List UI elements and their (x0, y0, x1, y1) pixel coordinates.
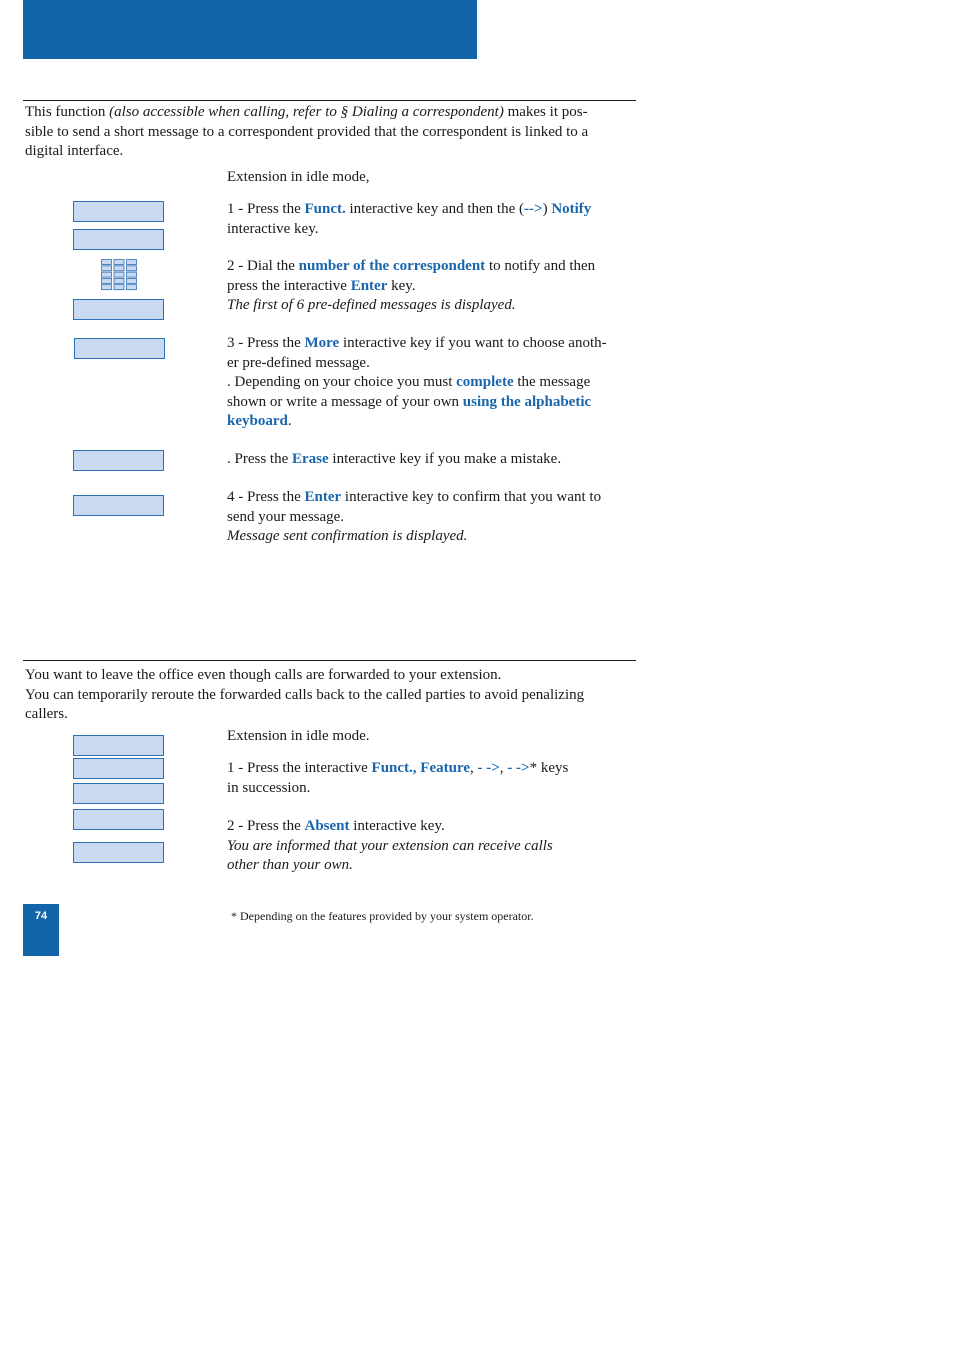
header-band (23, 0, 477, 59)
step2-text: 2 - Dial the number of the correspondent to notify and then press the interactive Enter key. The first of 6 pre-defined messages is displayed. (227, 258, 596, 313)
step1-text: 1 - Press the interactive Funct., Feature, - ->, - ->* keys in succession. (227, 760, 569, 796)
notify-key[interactable] (73, 229, 164, 250)
funct-key[interactable] (73, 201, 164, 222)
feature-key[interactable] (73, 758, 164, 779)
step2-text: 2 - Press the Absent interactive key. You are informed that your extension can receive calls other than your own. (227, 818, 553, 873)
next-arrow-key[interactable] (73, 783, 164, 804)
footnote: * Depending on the features provided by your system operator. (231, 909, 534, 923)
keypad-icon[interactable] (101, 259, 138, 291)
idle-mode-text: Extension in idle mode. (227, 728, 370, 744)
funct-key[interactable] (73, 735, 164, 756)
next-arrow-key[interactable] (73, 809, 164, 830)
absent-key[interactable] (73, 842, 164, 863)
section-divider (23, 660, 636, 661)
section-divider (23, 100, 636, 101)
idle-mode-text: Extension in idle mode, (227, 169, 370, 185)
step4-text: 4 - Press the Enter interactive key to confirm that you want to send your message. Message sent confirmation is displayed. (227, 489, 602, 544)
more-key[interactable] (74, 338, 165, 359)
step3-text: 3 - Press the More interactive key if you want to choose anoth- er pre-defined message. . Depending on your choice you must complete the message shown or write a message of your own using the alphabetic keyboard. (227, 335, 607, 429)
section2-intro: You want to leave the office even though calls are forwarded to your extension. You can temporarily reroute the forwarded calls back to the called parties to avoid penalizing callers. (25, 667, 585, 722)
page-number-tab (23, 904, 59, 956)
enter-confirm-key[interactable] (73, 495, 164, 516)
page-number: 74 (34, 910, 48, 922)
section1-intro: This function (also accessible when calling, refer to § Dialing a correspondent) makes it pos- sible to send a short message to a correspondent provided that the correspondent is linked to a digital interface. (25, 104, 589, 159)
step1-text: 1 - Press the Funct. interactive key and then the (-->) Notify interactive key. (227, 201, 592, 237)
erase-text: . Press the Erase interactive key if you make a mistake. (227, 451, 562, 467)
erase-key[interactable] (73, 450, 164, 471)
enter-key[interactable] (73, 299, 164, 320)
